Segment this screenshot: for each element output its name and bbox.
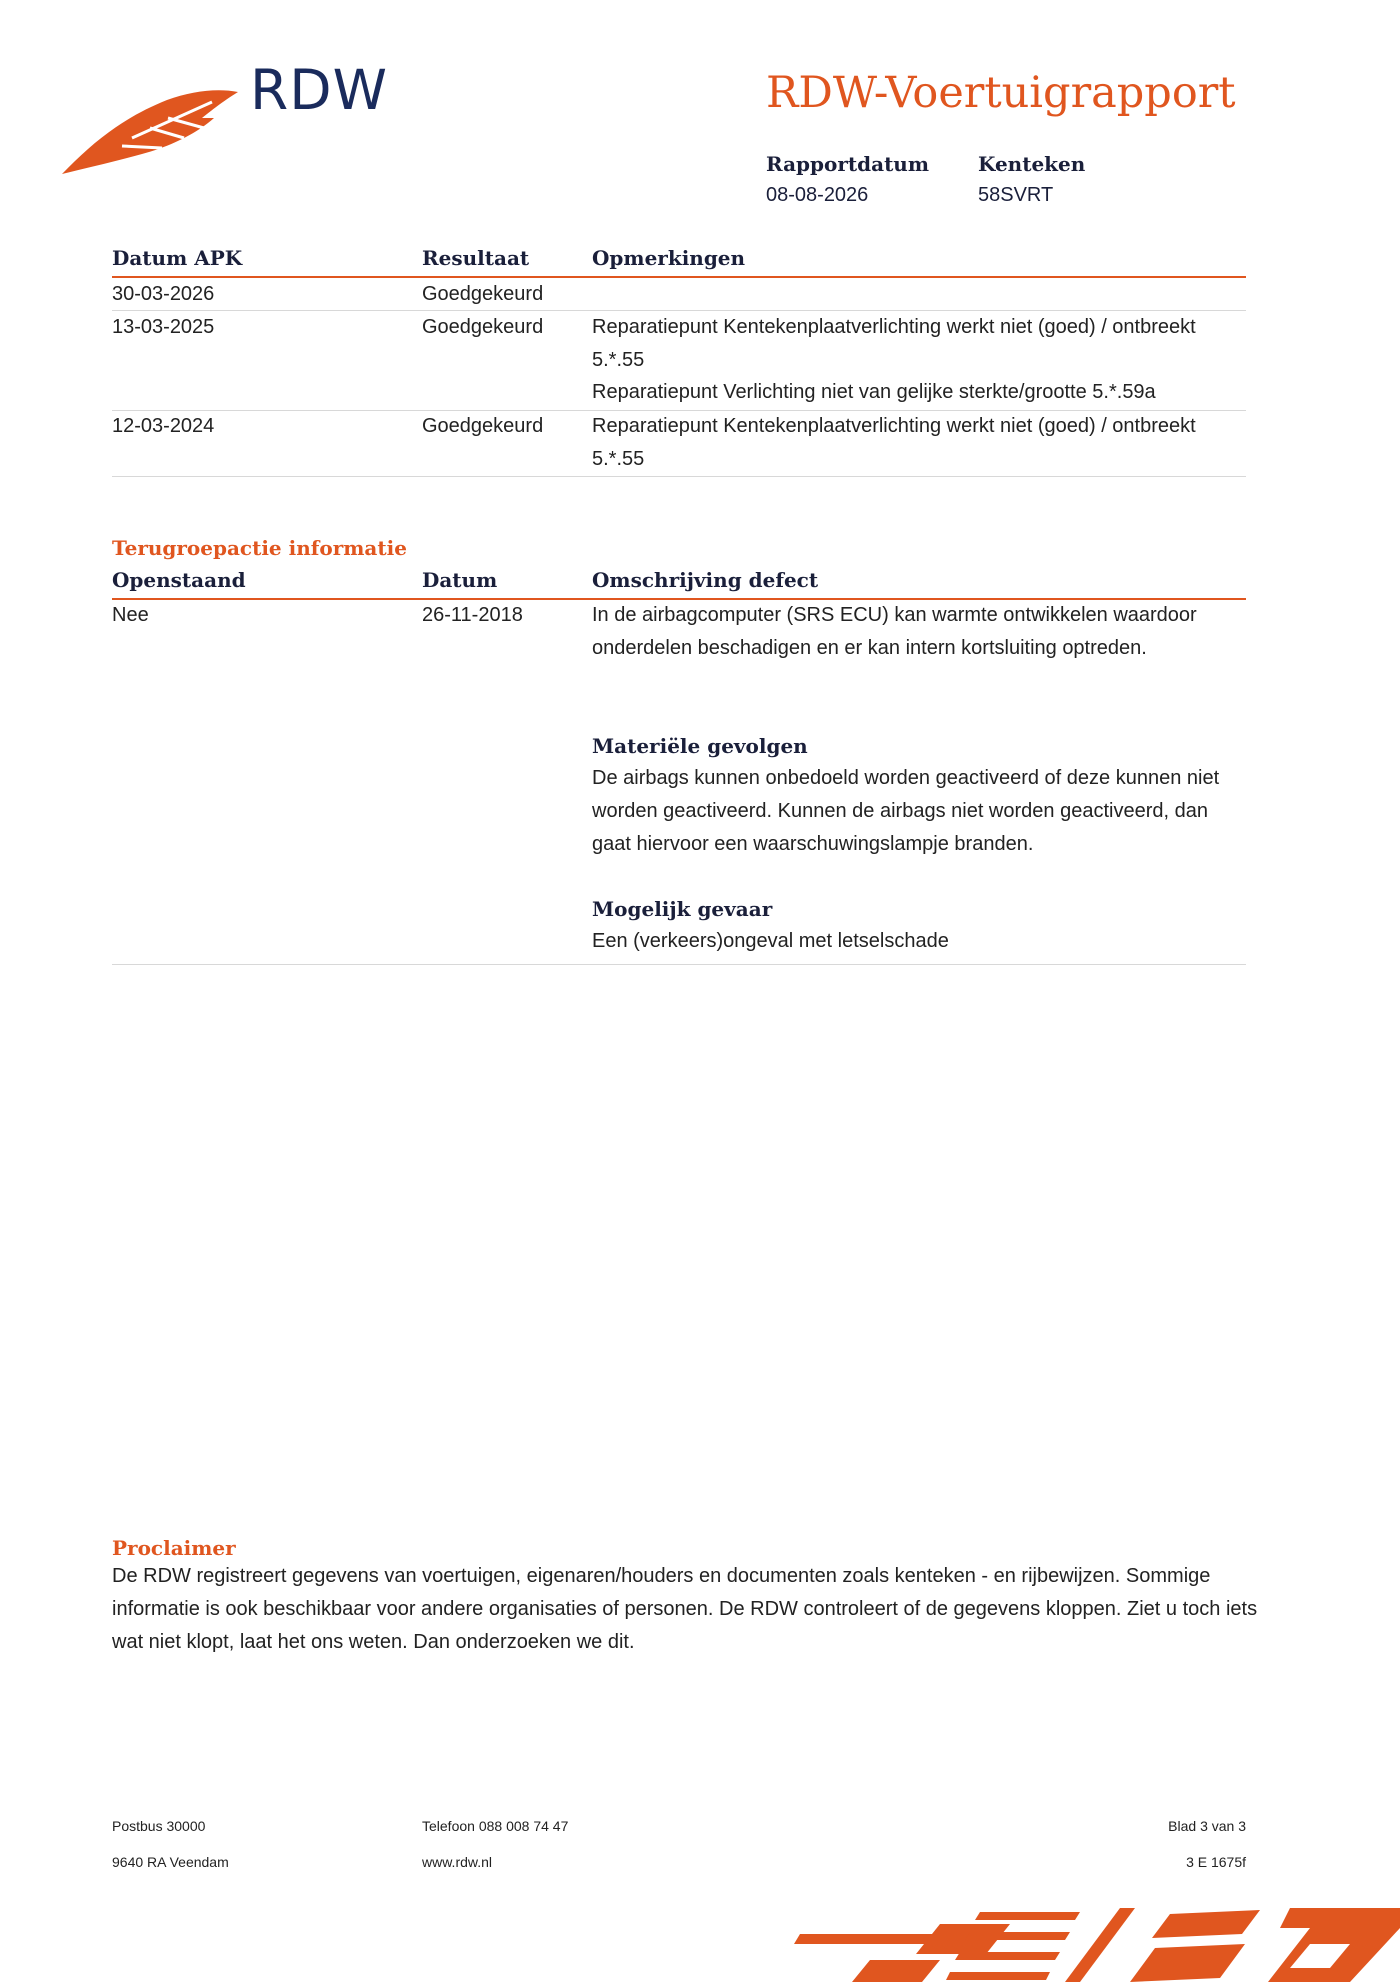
recall-date-value: 26-11-2018: [422, 604, 523, 626]
row-divider: [112, 964, 1246, 965]
apk-remark: Reparatiepunt Kentekenplaatverlichting werkt niet (goed) / ontbreekt 5.*.55: [592, 415, 1196, 470]
recall-header-open: Openstaand: [112, 568, 246, 592]
footer-phone: Telefoon 088 008 74 47: [422, 1818, 569, 1834]
recall-open-value: Nee: [112, 604, 149, 626]
footer-page-number: Blad 3 van 3: [1168, 1818, 1246, 1834]
apk-result: Goedgekeurd: [422, 283, 544, 305]
recall-header-date: Datum: [422, 568, 498, 592]
plate-value: 58SVRT: [978, 184, 1054, 206]
row-divider: [112, 476, 1246, 477]
footer-doc-code: 3 E 1675f: [1186, 1854, 1246, 1870]
apk-date: 30-03-2026: [112, 283, 215, 305]
logo-wordmark: RDW: [250, 58, 388, 122]
apk-remark: Reparatiepunt Verlichting niet van gelijke sterkte/grootte 5.*.59a: [592, 381, 1156, 403]
apk-remark: Reparatiepunt Kentekenplaatverlichting werkt niet (goed) / ontbreekt 5.*.55: [592, 316, 1196, 371]
footer-address-line1: Postbus 30000: [112, 1818, 206, 1834]
consequences-title: Materiële gevolgen: [592, 734, 808, 758]
report-date-label: Rapportdatum: [766, 152, 930, 176]
apk-date: 12-03-2024: [112, 415, 215, 437]
apk-header-remarks: Opmerkingen: [592, 246, 746, 270]
apk-result: Goedgekeurd: [422, 415, 544, 437]
apk-result: Goedgekeurd: [422, 316, 544, 338]
recall-header-description: Omschrijving defect: [592, 568, 819, 592]
report-date-value: 08-08-2026: [766, 184, 869, 206]
apk-date: 13-03-2025: [112, 316, 215, 338]
apk-header-date: Datum APK: [112, 246, 243, 270]
apk-header-rule: [112, 276, 1246, 278]
decorative-stripes-icon: [790, 1908, 1400, 1982]
recall-section-title: Terugroepactie informatie: [112, 536, 407, 560]
danger-title: Mogelijk gevaar: [592, 897, 773, 921]
footer-address-line2: 9640 RA Veendam: [112, 1854, 229, 1870]
danger-text: Een (verkeers)ongeval met letselschade: [592, 930, 949, 952]
recall-description: In de airbagcomputer (SRS ECU) kan warmte ontwikkelen waardoor onderdelen beschadigen en er kan intern kortsluiting optreden.: [592, 604, 1197, 659]
proclaimer-title: Proclaimer: [112, 1536, 236, 1560]
footer-website-link[interactable]: www.rdw.nl: [422, 1854, 493, 1870]
page-title: RDW-Voertuigrapport: [766, 68, 1236, 118]
rdw-logo-icon: [62, 88, 238, 178]
apk-header-result: Resultaat: [422, 246, 530, 270]
proclaimer-text: De RDW registreert gegevens van voertuigen, eigenaren/houders en documenten zoals kenteken - en rijbewijzen. Sommige informatie is ook beschikbaar voor andere organisaties of personen. De RDW controleert of de gegevens kloppen. Ziet u toch iets wat niet klopt, laat het ons weten. Dan onderzoeken we dit.: [112, 1565, 1258, 1653]
consequences-text: De airbags kunnen onbedoeld worden geactiveerd of deze kunnen niet worden geactiveerd. Kunnen de airbags niet worden geactiveerd, dan gaat hiervoor een waarschuwingslampje branden.: [592, 767, 1220, 855]
plate-label: Kenteken: [978, 152, 1086, 176]
